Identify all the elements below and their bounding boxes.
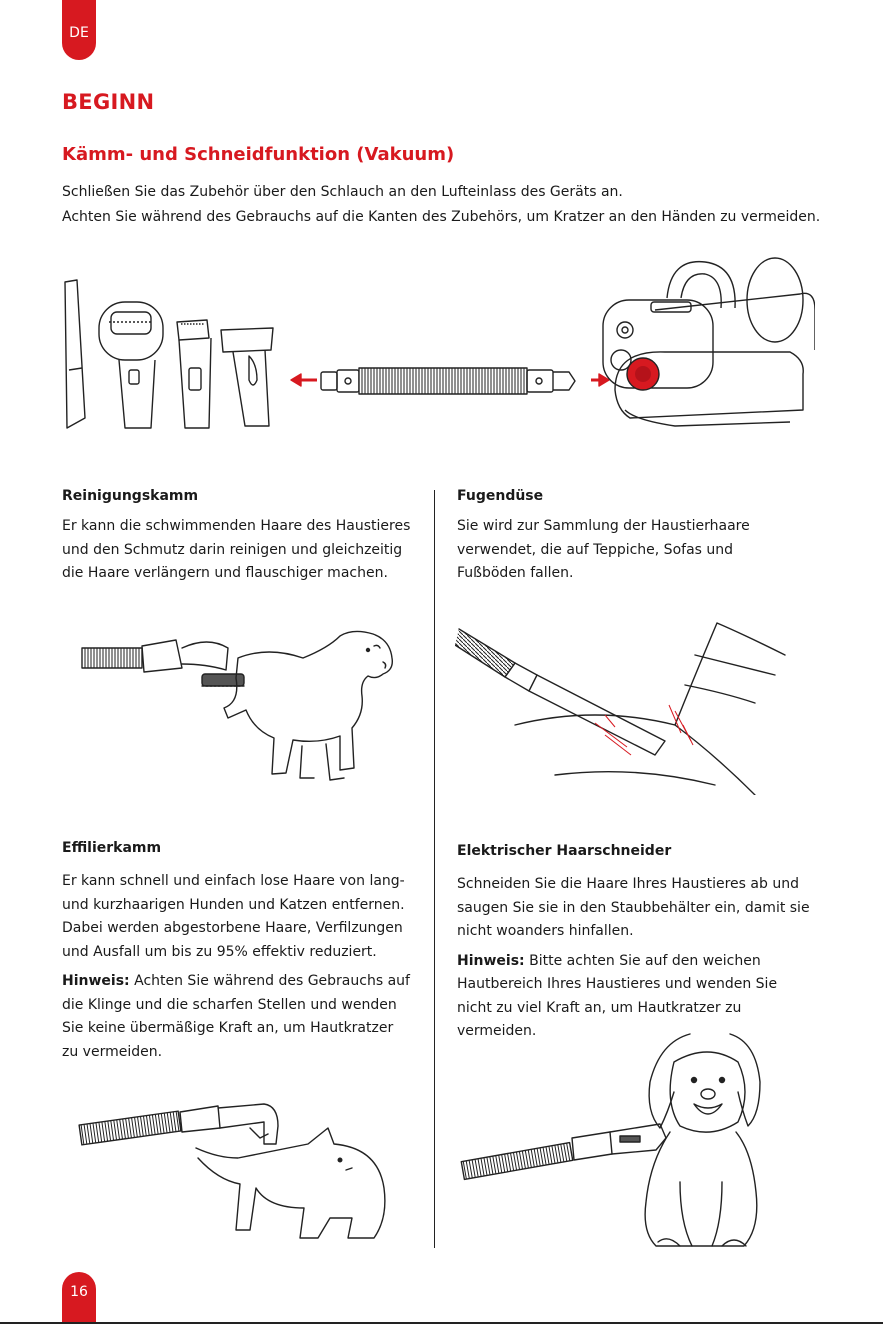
- text-line: nicht woanders hinfallen.: [457, 923, 634, 939]
- text-line: saugen Sie sie in den Staubbehälter ein, damit sie: [457, 899, 810, 916]
- crevice-nozzle-illustration: [65, 280, 85, 428]
- note-line: vermeiden.: [457, 1023, 537, 1039]
- intro-text: [62, 180, 842, 230]
- text-line: Fußböden fallen.: [457, 565, 574, 581]
- vacuum-device-illustration: [603, 258, 815, 426]
- puppy-clipper-illustration: [460, 1032, 780, 1257]
- note-text: Bitte achten Sie auf den weichen: [524, 952, 761, 969]
- column-divider: [434, 490, 435, 1248]
- cleaning-comb-illustration: [99, 302, 163, 428]
- electric-trimmer-illustration: [177, 320, 211, 428]
- note-text: Achten Sie während des Gebrauchs auf: [129, 973, 410, 989]
- deshedding-comb-title: Effilierkamm: [62, 840, 162, 856]
- text-line: Er kann die schwimmenden Haare des Haustieres: [62, 518, 411, 534]
- cleaning-comb-text: [62, 515, 410, 586]
- note-label: Hinweis:: [457, 952, 525, 969]
- accessories-hose-device-illustration: [55, 250, 815, 450]
- text-line: verwendet, die auf Teppiche, Sofas und: [457, 541, 734, 558]
- cat-deshedding-illustration: [78, 1088, 398, 1248]
- intro-line: Schließen Sie das Zubehör über den Schlauch an den Lufteinlass des Geräts an.: [62, 184, 623, 200]
- language-tab: [62, 0, 96, 60]
- note-line: Hautbereich Ihres Haustieres und wenden Sie: [457, 976, 778, 992]
- vacuum-heading: Kämm- und Schneidfunktion (Vakuum): [62, 144, 455, 165]
- crevice-nozzle-title: Fugendüse: [457, 488, 544, 504]
- text-line: und Ausfall um bis zu 95% effektiv reduziert.: [62, 943, 377, 960]
- text-line: und kurzhaarigen Hunden und Katzen entfernen.: [62, 896, 405, 913]
- deshedding-comb-illustration: [221, 328, 273, 426]
- note-line: nicht zu viel Kraft an, um Hautkratzer zu: [457, 999, 742, 1016]
- note-line: [457, 950, 810, 974]
- crevice-nozzle-text: [457, 515, 750, 586]
- page-number-tab: [62, 1272, 96, 1324]
- text-line: Dabei werden abgestorbene Haare, Verfilzungen: [62, 920, 403, 936]
- note-label: Hinweis:: [62, 973, 130, 989]
- electric-clipper-title: Elektrischer Haarschneider: [457, 843, 672, 859]
- note-line: zu vermeiden.: [62, 1043, 163, 1060]
- page-number: 16: [70, 1284, 88, 1300]
- note-line: Sie keine übermäßige Kraft an, um Hautkratzer: [62, 1020, 394, 1036]
- sofa-crevice-nozzle-illustration: [455, 615, 800, 795]
- note-line: die Klinge und die scharfen Stellen und wenden: [62, 996, 397, 1013]
- note-line: [62, 970, 410, 994]
- intro-line: Achten Sie während des Gebrauchs auf die Kanten des Zubehörs, um Kratzer an den Händen zu vermeiden.: [62, 209, 821, 225]
- cleaning-comb-title: Reinigungskamm: [62, 488, 199, 504]
- language-label: DE: [69, 25, 89, 41]
- text-line: und den Schmutz darin reinigen und gleichzeitig: [62, 541, 403, 558]
- text-line: Sie wird zur Sammlung der Haustierhaare: [457, 518, 750, 534]
- text-line: die Haare verlängern und flauschiger machen.: [62, 565, 388, 581]
- text-line: Schneiden Sie die Haare Ihres Haustieres ab und: [457, 876, 799, 892]
- deshedding-comb-text: [62, 870, 410, 1064]
- hose-illustration: [321, 368, 575, 394]
- text-line: Er kann schnell und einfach lose Haare von lang-: [62, 873, 405, 889]
- section-title: BEGINN: [62, 90, 155, 114]
- dog-grooming-comb-illustration: [78, 618, 408, 793]
- electric-clipper-text: [457, 873, 810, 1044]
